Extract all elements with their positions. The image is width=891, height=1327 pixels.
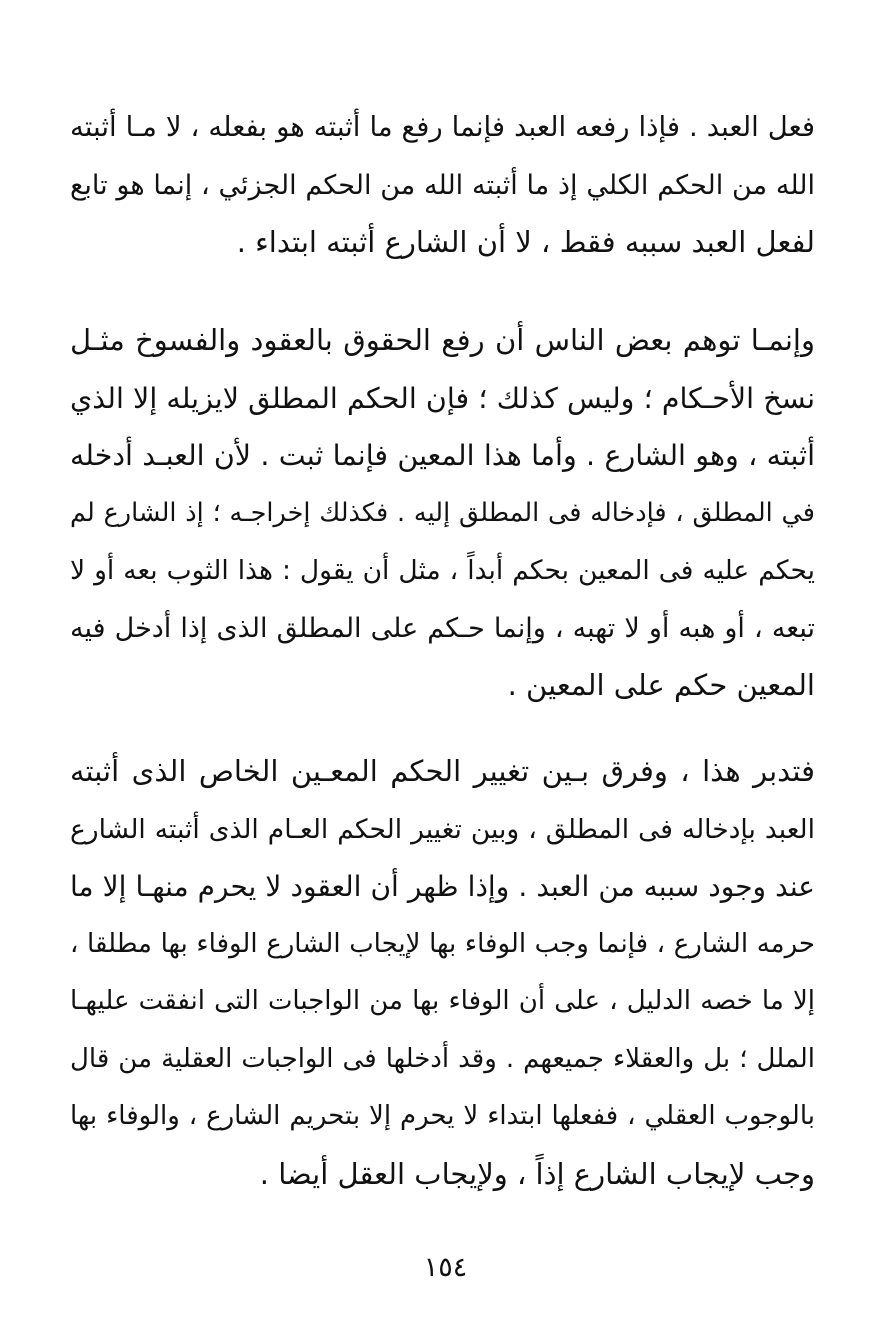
text-line: أثبته ، وهو الشارع . وأما هذا المعين فإنما ثبت . لأن العبـد أدخله <box>70 439 815 472</box>
paragraph-1 <box>70 99 815 272</box>
text-line: بالوجوب العقلي ، ففعلها ابتداء لا يحرم إلا بتحريم الشارع ، والوفاء بها <box>70 1101 815 1131</box>
text-line: العبد بإدخاله فى المطلق ، وبين تغيير الحكم العـام الذى أثبته الشارع <box>70 813 815 845</box>
text-line: الملل ؛ بل والعقلاء جميعهم . وقد أدخلها فى الواجبات العقلية من قال <box>70 1043 815 1074</box>
text-line: إلا ما خصه الدليل ، على أن الوفاء بها من الواجبات التى انفقت عليهـا <box>70 986 815 1016</box>
text-line: تبعه ، أو هبه أو لا تهبه ، وإنما حـكم على المطلق الذى إذا أدخل فيه <box>70 612 815 644</box>
text-line: فتدبر هذا ، وفرق بـين تغيير الحكم المعـين الخاص الذى أثبته <box>70 754 815 788</box>
text-line: يحكم عليه فى المعين بحكم أبداً ، مثل أن يقول : هذا الثوب بعه أو لا <box>70 555 815 586</box>
page-number: ١٥٤ <box>423 1252 468 1283</box>
paragraph-3 <box>70 743 815 1203</box>
text-line: المعين حكم على المعين . <box>507 668 815 702</box>
text-line: لفعل العبد سببه فقط ، لا أن الشارع أثبته ابتداء . <box>236 225 815 259</box>
text-line: في المطلق ، فإدخاله فى المطلق إليه . فكذلك إخراجـه ؛ إذ الشارع لم <box>70 497 815 528</box>
text-line: الله من الحكم الكلي إذ ما أثبته الله من الحكم الجزئي ، إنما هو تابع <box>70 169 815 201</box>
paragraph-2 <box>70 312 815 715</box>
text-line: عند وجود سببه من العبد . وإذا ظهر أن العقود لا يحرم منهـا إلا ما <box>70 870 815 903</box>
text-line: نسخ الأحـكام ؛ وليس كذلك ؛ فإن الحكم المطلق لايزيله إلا الذي <box>70 381 815 415</box>
text-line: وإنمـا توهم بعض الناس أن رفع الحقوق بالعقود والفسوخ مثـل <box>70 323 815 357</box>
text-line: فعل العبد . فإذا رفعه العبد فإنما رفع ما أثبته هو بفعله ، لا مـا أثبته <box>70 111 815 143</box>
text-line: حرمه الشارع ، فإنما وجب الوفاء بها لإيجاب الشارع الوفاء بها مطلقا ، <box>70 928 815 959</box>
text-line: وجب لإيجاب الشارع إذاً ، ولإيجاب العقل أيضا . <box>259 1156 815 1191</box>
